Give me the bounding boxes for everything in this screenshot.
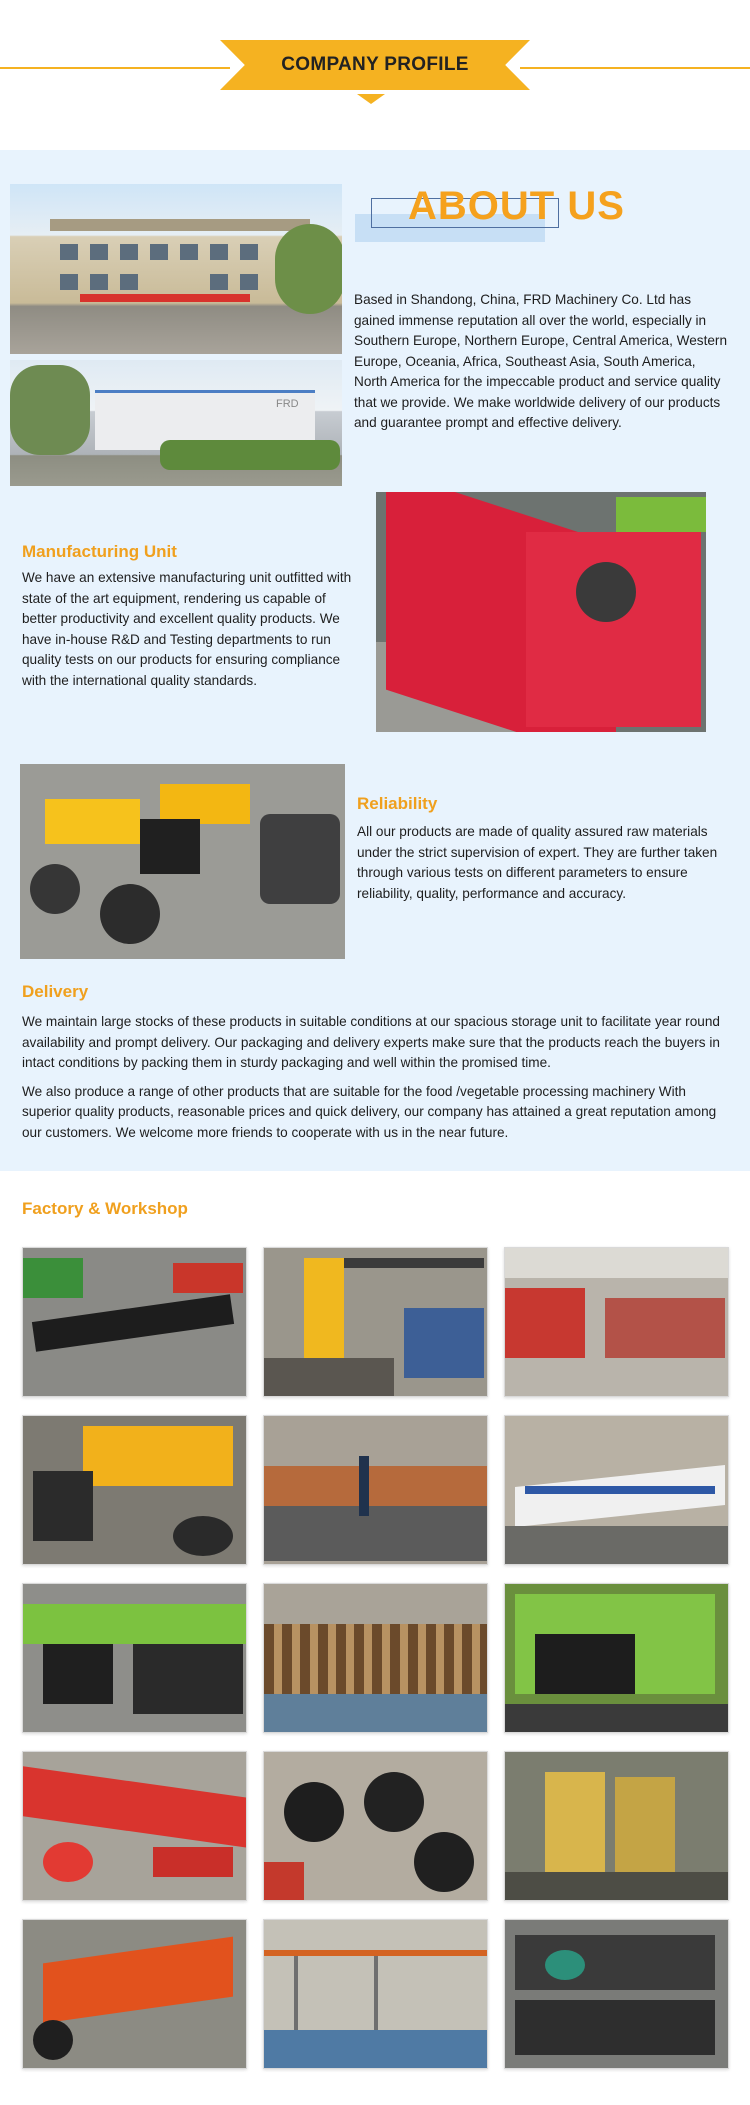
- manufacturing-heading: Manufacturing Unit: [22, 542, 177, 561]
- workshop-photo-packed-stock: [504, 1919, 729, 2069]
- header-line-left: [0, 67, 230, 69]
- delivery-paragraph: We maintain large stocks of these products in suitable conditions at our spacious storage unit to facilitate year round availability and prompt delivery. Our packaging and delivery experts make sure that the products reach the buyers in intact conditions by packing them in sturdy packaging and well within the promised time.: [22, 1014, 720, 1070]
- workshop-photo-yellow-machine: [22, 1415, 247, 1565]
- manufacturing-row: [0, 522, 750, 742]
- manufacturing-text: We have an extensive manufacturing unit outfitted with state of the art equipment, rendering us capable of better productivity and excellent quality products. We have in-house R&D and Testing departments to run quality tests on our products for ensuring compliance with the international quality standards.: [22, 570, 352, 688]
- reliability-text: All our products are made of quality assured raw materials under the strict supervision of expert. They are further taken through various tests on different parameters to ensure reliability, quality, performance and accuracy.: [357, 824, 718, 901]
- profile-header: [0, 0, 750, 150]
- reliability-heading: Reliability: [357, 794, 438, 813]
- about-section: [0, 150, 750, 1171]
- yellow-machines-photo: [20, 764, 345, 959]
- header-line-right: [520, 67, 750, 69]
- factory-hall-photo: [10, 360, 342, 486]
- page-title: COMPANY PROFILE: [281, 54, 469, 75]
- header-ribbon: [220, 40, 530, 90]
- workshop-photo-cutting-table: [263, 1415, 488, 1565]
- workshop-photo-blades: [263, 1751, 488, 1901]
- workshop-photo-presses: [504, 1751, 729, 1901]
- workshop-photo-springs: [263, 1583, 488, 1733]
- workshop-photo-green-balers: [22, 1583, 247, 1733]
- delivery-paragraph: We also produce a range of other products that are suitable for the food /vegetable processing machinery With superior quality products, reasonable prices and quick delivery, our company has attained a great reputation among our customers. We welcome more friends to cooperate with us in the near future.: [22, 1083, 717, 1140]
- about-text: Based in Shandong, China, FRD Machinery Co. Ltd has gained immense reputation all over the world, especially in Southern Europe, Northern Europe, Central America, Western Europe, Oceania, Africa, Southeast Asia, South America, North America for the impeccable product and service quality that we provide. We make worldwide delivery of our products and guarantee prompt and effective delivery.: [354, 292, 728, 430]
- about-title-block: [353, 184, 743, 274]
- about-row: [0, 184, 750, 522]
- gallery-grid: [22, 1247, 728, 2069]
- reliability-row: [0, 764, 750, 974]
- workshop-photo-assembly-line: [504, 1247, 729, 1397]
- gallery-title: Factory & Workshop: [22, 1199, 188, 1218]
- about-title: ABOUT US: [408, 184, 625, 228]
- workshop-photo-red-mowers: [22, 1751, 247, 1901]
- workshop-photo-baler-closeup: [504, 1583, 729, 1733]
- workshop-photo-paint-line: [263, 1919, 488, 2069]
- delivery-heading: Delivery: [22, 982, 89, 1001]
- office-building-photo: [10, 184, 342, 354]
- delivery-block: [0, 982, 750, 1143]
- ribbon-arrow-icon: [357, 94, 385, 104]
- workshop-photo-arm-frames: [22, 1247, 247, 1397]
- workshop-photo-welder: [263, 1247, 488, 1397]
- red-machines-photo: [376, 492, 706, 732]
- factory-gallery: [0, 1171, 750, 2079]
- workshop-photo-orange-mulcher: [22, 1919, 247, 2069]
- factory-sign: FRD: [276, 398, 299, 410]
- workshop-photo-cnc-bed: [504, 1415, 729, 1565]
